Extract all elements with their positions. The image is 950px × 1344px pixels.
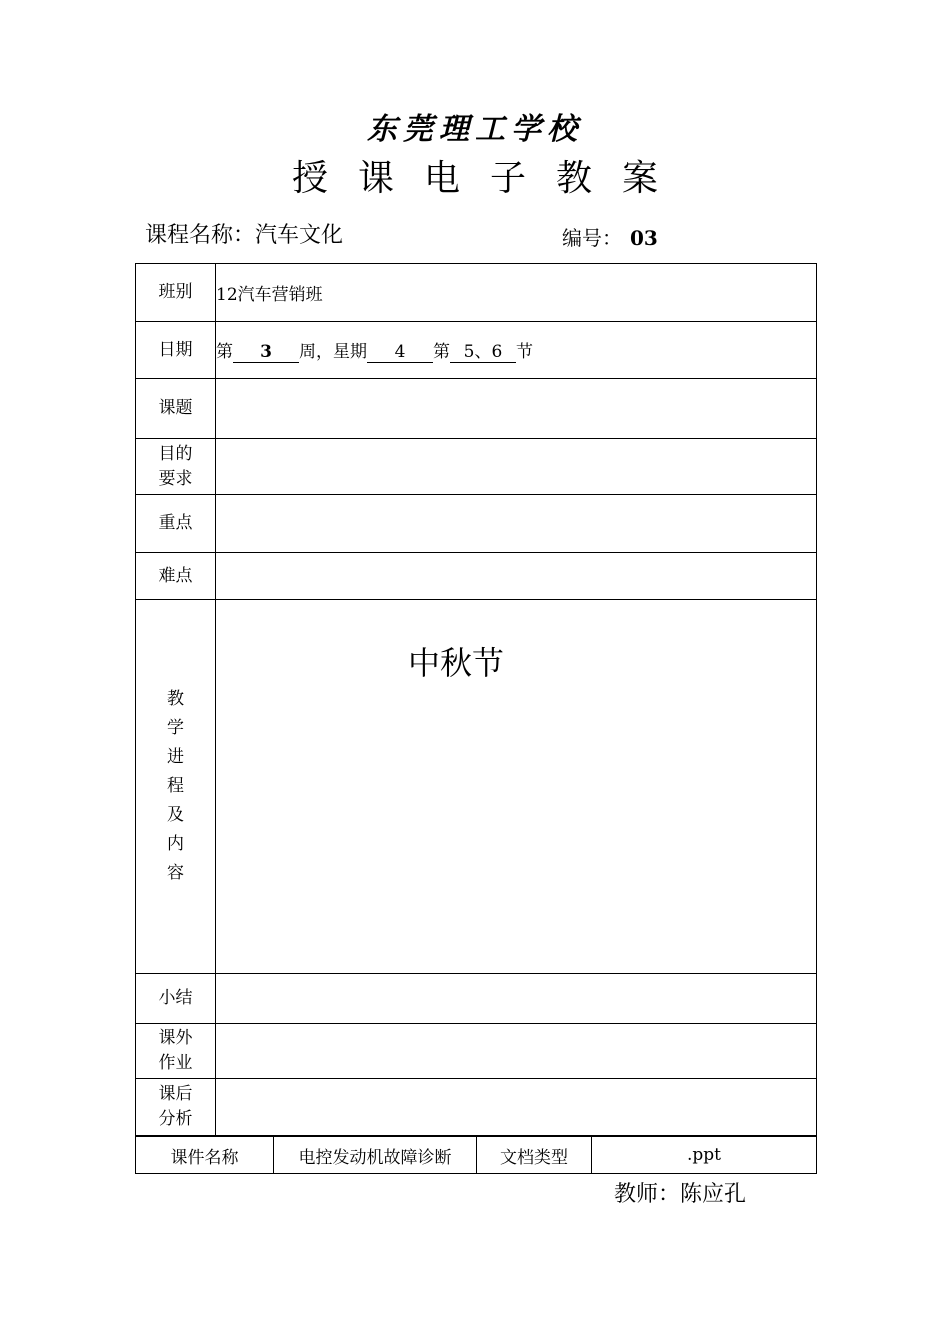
course-name-label: 课程名称： — [145, 223, 256, 248]
date-label: 日期 — [136, 322, 216, 379]
number-line — [562, 222, 658, 251]
process-content — [216, 600, 817, 974]
date-section-prefix: 第 — [433, 342, 450, 362]
goal-label-1: 目的 — [158, 443, 193, 464]
process-label — [136, 600, 216, 974]
summary-value — [216, 974, 817, 1024]
row-key-point — [136, 495, 817, 553]
class-label: 班别 — [136, 264, 216, 322]
analysis-label-2: 分析 — [158, 1109, 193, 1129]
date-weekday: 4 — [367, 342, 433, 363]
row-topic — [136, 379, 817, 439]
goal-label — [136, 439, 216, 495]
process-label-char: 学 — [167, 718, 184, 738]
row-summary — [136, 974, 817, 1024]
doctype-label: 文档类型 — [477, 1137, 592, 1174]
date-section-suffix: 节 — [516, 342, 533, 362]
doctype-value: .ppt — [592, 1137, 817, 1174]
date-week-suffix: 周，星期 — [299, 342, 367, 362]
teacher-line — [614, 1177, 746, 1208]
homework-value — [216, 1024, 817, 1079]
analysis-value — [216, 1079, 817, 1136]
process-label-char: 进 — [167, 747, 184, 767]
homework-label-2: 作业 — [158, 1053, 193, 1073]
courseware-table — [135, 1136, 817, 1174]
date-prefix: 第 — [216, 342, 233, 362]
courseware-name: 电控发动机故障诊断 — [274, 1137, 477, 1174]
course-name-value: 汽车文化 — [255, 223, 344, 248]
row-date — [136, 322, 817, 379]
process-label-char: 内 — [167, 834, 184, 854]
analysis-label — [136, 1079, 216, 1136]
row-difficulty — [136, 553, 817, 600]
date-value — [216, 322, 817, 379]
number-value: 03 — [630, 226, 658, 250]
topic-label: 课题 — [136, 379, 216, 439]
number-label: 编号： — [562, 226, 622, 250]
key-point-value — [216, 495, 817, 553]
row-process — [136, 600, 817, 974]
lesson-plan-table — [135, 263, 817, 1136]
row-goal — [136, 439, 817, 495]
row-homework — [136, 1024, 817, 1079]
key-point-label: 重点 — [136, 495, 216, 553]
goal-label-2: 要求 — [158, 468, 193, 489]
homework-label — [136, 1024, 216, 1079]
homework-label-1: 课外 — [158, 1028, 193, 1048]
teacher-label: 教师： — [614, 1182, 681, 1207]
class-value: 12汽车营销班 — [216, 264, 817, 322]
course-name-line — [145, 218, 343, 249]
document-title: 授课电子教案 — [291, 158, 688, 199]
summary-label: 小结 — [136, 974, 216, 1024]
process-label-char: 容 — [167, 863, 184, 883]
analysis-label-1: 课后 — [158, 1084, 193, 1104]
difficulty-value — [216, 553, 817, 600]
topic-value — [216, 379, 817, 439]
difficulty-label: 难点 — [136, 553, 216, 600]
process-label-char: 程 — [167, 776, 184, 796]
teacher-name: 陈应孔 — [680, 1182, 747, 1207]
row-class — [136, 264, 817, 322]
school-name: 东莞理工学校 — [367, 112, 583, 147]
courseware-label: 课件名称 — [136, 1137, 274, 1174]
content-heading: 中秋节 — [407, 644, 504, 682]
process-label-char: 教 — [167, 689, 184, 709]
date-sections: 5、6 — [450, 342, 516, 363]
process-label-char: 及 — [167, 805, 184, 825]
goal-value — [216, 439, 817, 495]
row-analysis — [136, 1079, 817, 1136]
date-week: 3 — [233, 342, 299, 363]
courseware-row — [136, 1137, 817, 1174]
